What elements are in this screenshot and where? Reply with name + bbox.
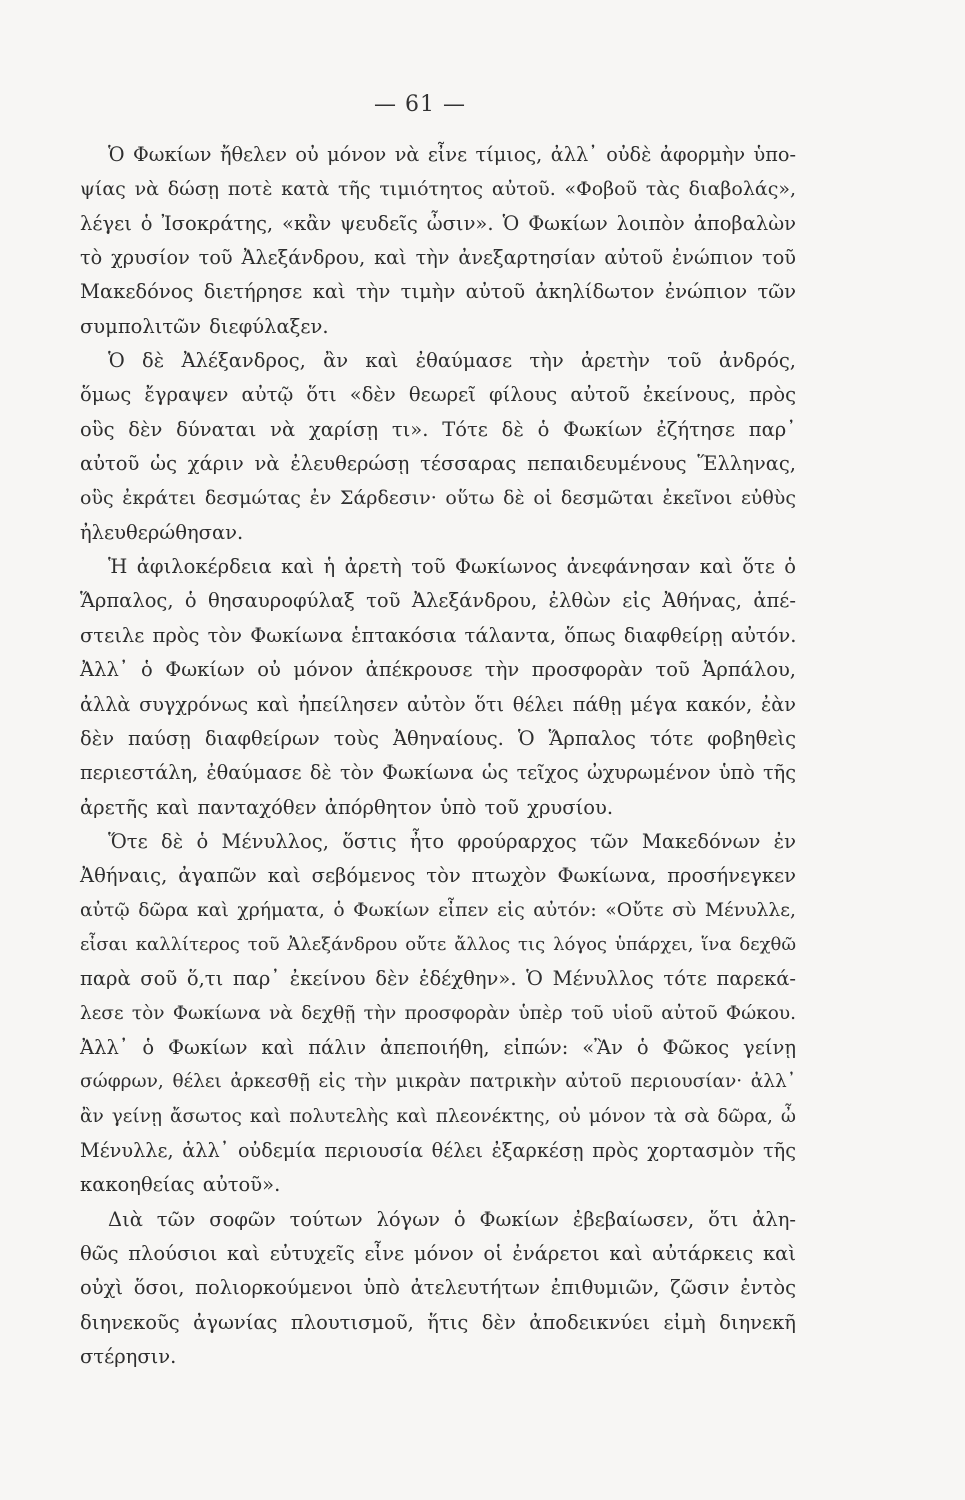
text-line: συμπολιτῶν διεφύλαξεν. [80,314,329,338]
body-text [80,138,796,1374]
text-line: Ὁ δὲ Ἀλέξανδρος, ἂν καὶ ἐθαύμασε τὴν ἀρετὴν τοῦ ἀνδρός, [108,349,796,373]
text-line: ἂν γείνῃ ἄσωτος καὶ πολυτελὴς καὶ πλεονέκτης, οὐ μόνον τὰ σὰ δῶρα, ὦ [80,1105,796,1127]
text-line: τὸ χρυσίον τοῦ Ἀλεξάνδρου, καὶ τὴν ἀνεξαρτησίαν αὐτοῦ ἐνώπιον τοῦ [80,246,796,270]
text-line: Ὅτε δὲ ὁ Μένυλλος, ὅστις ἦτο φρούραρχος τῶν Μακεδόνων ἐν [108,829,796,853]
text-line: Μακεδόνος διετήρησε καὶ τὴν τιμὴν αὐτοῦ ἀκηλίδωτον ἐνώπιον τῶν [80,280,796,304]
text-line: Διὰ τῶν σοφῶν τούτων λόγων ὁ Φωκίων ἐβεβαίωσεν, ὅτι ἀλη- [108,1207,796,1231]
text-line: Ἡ ἀφιλοκέρδεια καὶ ἡ ἀρετὴ τοῦ Φωκίωνος ἀνεφάνησαν καὶ ὅτε ὁ [108,555,796,579]
text-line: κακοηθείας αὐτοῦ». [80,1173,281,1197]
text-line: σώφρων, θέλει ἀρκεσθῇ εἰς τὴν μικρὰν πατρικὴν αὐτοῦ περιουσίαν· ἀλλ᾿ [80,1071,796,1093]
text-line: ἠλευθερώθησαν. [80,520,244,544]
text-line: ἀρετῆς καὶ πανταχόθεν ἀπόρθητον ὑπὸ τοῦ χρυσίου. [80,795,614,819]
text-line: οὐχὶ ὅσοι, πολιορκούμενοι ὑπὸ ἀτελευτήτων ἐπιθυμιῶν, ζῶσιν ἐντὸς [80,1276,796,1300]
text-line: περιεστάλη, ἐθαύμασε δὲ τὸν Φωκίωνα ὡς τεῖχος ὠχυρωμένον ὑπὸ τῆς [80,761,796,785]
text-line: Ἀλλ᾿ ὁ Φωκίων καὶ πάλιν ἀπεποιήθη, εἰπών: «Ἂν ὁ Φῶκος γείνῃ [80,1035,796,1059]
text-line: οὓς ἐκράτει δεσμώτας ἐν Σάρδεσιν· οὕτω δὲ οἱ δεσμῶται ἐκεῖνοι εὐθὺς [80,487,796,510]
text-line: Ἀθήναις, ἀγαπῶν καὶ σεβόμενος τὸν πτωχὸν Φωκίωνα, προσήνεγκεν [80,864,796,888]
text-line: αὐτοῦ ὡς χάριν νὰ ἐλευθερώσῃ τέσσαρας πεπαιδευμένους Ἕλληνας, [80,452,796,476]
text-line: διηνεκοῦς ἀγωνίας πλουτισμοῦ, ἥτις δὲν ἀποδεικνύει εἰμὴ διηνεκῆ [80,1310,796,1334]
text-line: Μένυλλε, ἀλλ᾿ οὐδεμία περιουσία θέλει ἐξαρκέσῃ πρὸς χορτασμὸν τῆς [80,1138,796,1162]
text-line: οὓς δὲν δύναται νὰ χαρίσῃ τι». Τότε δὲ ὁ Φωκίων ἐζήτησε παρ᾿ [80,417,796,441]
text-line: Ὁ Φωκίων ἤθελεν οὐ μόνον νὰ εἶνε τίμιος, ἀλλ᾿ οὐδὲ ἀφορμὴν ὑπο- [108,143,796,166]
text-line: ἀλλὰ συγχρόνως καὶ ἠπείλησεν αὐτὸν ὅτι θέλει πάθῃ μέγα κακόν, ἐὰν [80,692,796,716]
text-line: Ἀλλ᾿ ὁ Φωκίων οὐ μόνον ἀπέκρουσε τὴν προσφορὰν τοῦ Ἁρπάλου, [80,658,796,682]
text-line: λεσε τὸν Φωκίωνα νὰ δεχθῇ τὴν προσφορὰν ὑπὲρ τοῦ υἱοῦ αὐτοῦ Φώκου. [80,1002,796,1024]
text-line: θῶς πλούσιοι καὶ εὐτυχεῖς εἶνε μόνον οἱ ἐνάρετοι καὶ αὐτάρκεις καὶ [80,1242,796,1265]
text-line: εἶσαι καλλίτερος τοῦ Ἀλεξάνδρου οὔτε ἄλλος τις λόγος ὑπάρχει, ἵνα δεχθῶ [80,933,796,955]
text-line: δὲν παύσῃ διαφθείρων τοὺς Ἀθηναίους. Ὁ Ἅρπαλος τότε φοβηθεὶς [80,726,796,750]
text-line: Ἅρπαλος, ὁ θησαυροφύλαξ τοῦ Ἀλεξάνδρου, ἐλθὼν εἰς Ἀθήνας, ἀπέ- [80,589,796,613]
text-line: παρὰ σοῦ ὅ,τι παρ᾿ ἐκείνου δὲν ἐδέχθην». Ὁ Μένυλλος τότε παρεκά- [80,967,796,991]
text-line: λέγει ὁ Ἰσοκράτης, «κἂν ψευδεῖς ὦσιν». Ὁ Φωκίων λοιπὸν ἀποβαλὼν [80,211,796,235]
text-line: ὅμως ἔγραψεν αὐτῷ ὅτι «δὲν θεωρεῖ φίλους αὐτοῦ ἐκείνους, πρὸς [80,383,796,407]
page-number: — 61 — [374,92,466,117]
text-line: στειλε πρὸς τὸν Φωκίωνα ἑπτακόσια τάλαντα, ὅπως διαφθείρῃ αὐτόν. [80,623,797,647]
text-line: αὐτῷ δῶρα καὶ χρήματα, ὁ Φωκίων εἶπεν εἰς αὐτόν: «Οὔτε σὺ Μένυλλε, [80,899,796,921]
text-line: στέρησιν. [80,1345,177,1369]
text-line: ψίας νὰ δώσῃ ποτὲ κατὰ τῆς τιμιότητος αὐτοῦ. «Φοβοῦ τὰς διαβολάς», [80,178,796,201]
